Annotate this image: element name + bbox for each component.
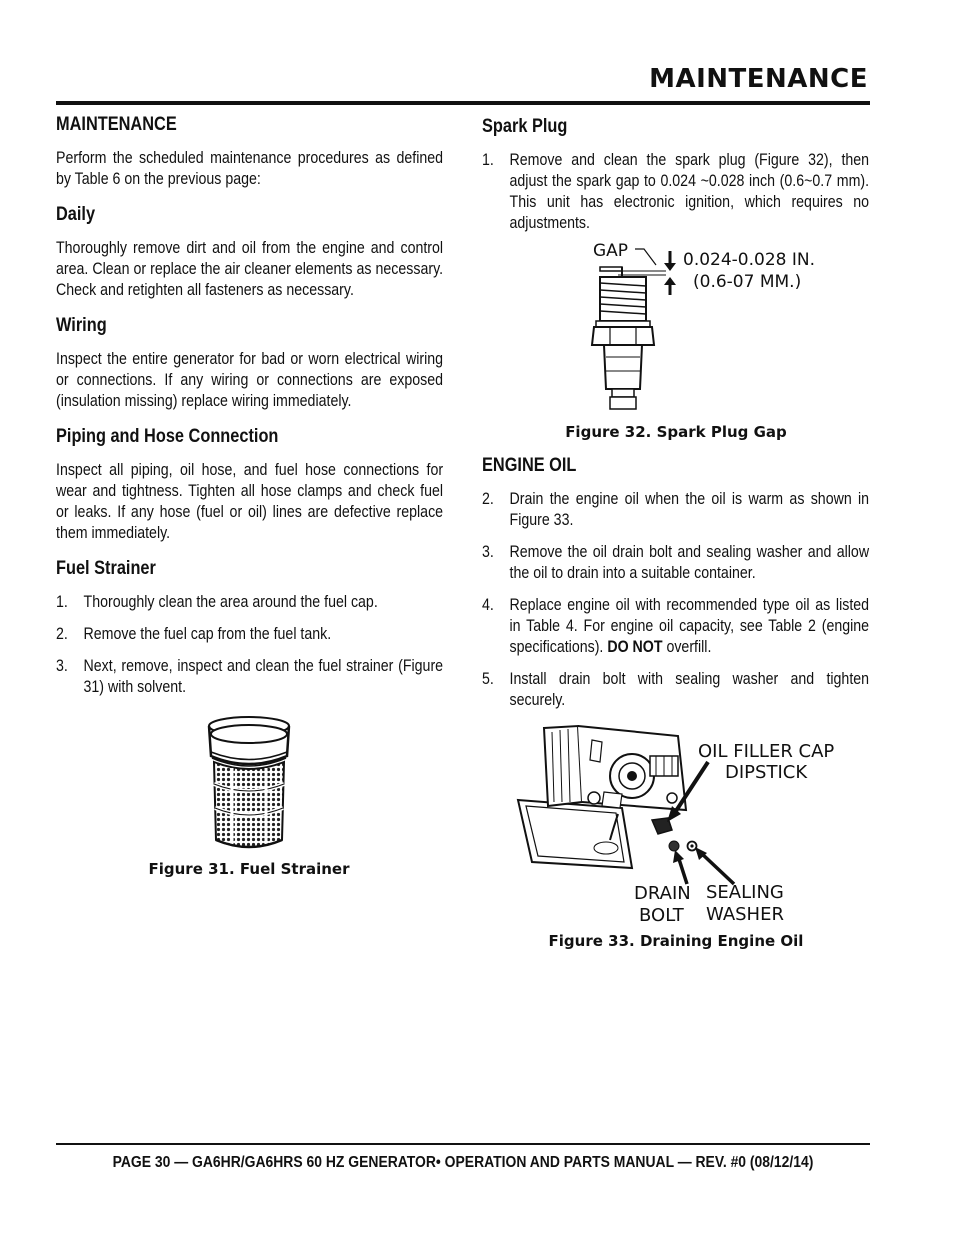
- figure-33-caption: Figure 33. Draining Engine Oil: [548, 932, 804, 950]
- piping-heading: Piping and Hose Connection: [56, 426, 279, 447]
- figure-32-caption: Figure 32. Spark Plug Gap: [565, 423, 787, 441]
- spark-plug-heading: Spark Plug: [482, 116, 568, 137]
- list-item: [482, 150, 869, 234]
- drain-bolt-label-line2: BOLT: [639, 905, 684, 926]
- step-text-end: overfill.: [662, 638, 712, 656]
- step-text: Replace engine oil with recommended type oil as listed in Table 4. For engine oil capacity, see Table 2 (engine specifications).: [509, 596, 870, 656]
- left-column-content: [56, 114, 443, 698]
- maintenance-text: Perform the scheduled maintenance procedures as defined by Table 6 on the previous page:: [56, 149, 444, 188]
- fuel-strainer-illustration: [56, 712, 444, 852]
- list-item: [56, 592, 443, 613]
- step-text: Remove the fuel cap from the fuel tank.: [83, 625, 332, 643]
- list-item: [482, 595, 869, 658]
- spark-plug-illustration: [482, 237, 870, 417]
- footer-rule: [56, 1143, 870, 1145]
- oil-filler-cap-label: OIL FILLER CAP: [698, 741, 835, 762]
- piping-text: Inspect all piping, oil hose, and fuel hose connections for wear and tightness. Tighten all hose clamps and check fuel or leaks. If any hose (fuel or oil) lines are defective replace them immediately.: [56, 461, 444, 542]
- sealing-washer-label-line2: WASHER: [706, 904, 784, 925]
- dipstick-label: DIPSTICK: [725, 762, 808, 783]
- step-text: Thoroughly clean the area around the fuel cap.: [83, 593, 378, 611]
- sealing-washer-label-line1: SEALING: [706, 882, 784, 903]
- step-text: Remove the oil drain bolt and sealing washer and allow the oil to drain into a suitable container.: [509, 543, 870, 582]
- engine-oil-steps: [482, 489, 869, 711]
- page-footer: PAGE 30 — GA6HR/GA6HRS 60 HZ GENERATOR• OPERATION AND PARTS MANUAL — REV. #0 (08/12/14): [112, 1154, 814, 1171]
- list-item: [56, 656, 443, 698]
- list-item: [482, 542, 869, 584]
- step-number: 2.: [482, 490, 494, 508]
- gap-spec-mm: (0.6-07 MM.): [693, 272, 802, 292]
- list-item: [482, 489, 869, 531]
- list-item: [56, 624, 443, 645]
- gap-label: GAP: [593, 241, 629, 261]
- engine-oil-drain-illustration: [482, 722, 870, 928]
- step-text: Drain the engine oil when the oil is warm as shown in Figure 33.: [509, 490, 870, 529]
- daily-heading: Daily: [56, 204, 96, 225]
- engine-oil-content: [482, 455, 869, 711]
- step-number: 1.: [56, 593, 68, 611]
- step-number: 3.: [482, 543, 494, 561]
- list-item: [482, 669, 869, 711]
- daily-text: Thoroughly remove dirt and oil from the engine and control area. Clean or replace the air cleaner elements as necessary. Check and retighten all fasteners as necessary.: [56, 239, 444, 299]
- spark-plug-steps: [482, 150, 869, 234]
- fuel-strainer-heading: Fuel Strainer: [56, 558, 156, 579]
- wiring-heading: Wiring: [56, 315, 107, 336]
- step-number: 2.: [56, 625, 68, 643]
- figure-32: [482, 237, 870, 441]
- step-number: 3.: [56, 657, 68, 675]
- engine-oil-heading: ENGINE OIL: [482, 455, 577, 476]
- left-column: [56, 114, 444, 709]
- header-rule: [56, 101, 870, 105]
- step-text: Remove and clean the spark plug (Figure 32), then adjust the spark gap to 0.024 ~0.028 inch (0.6~0.7 mm). This unit has electronic ignition, which requires no adjustments.: [509, 151, 870, 232]
- wiring-text: Inspect the entire generator for bad or worn electrical wiring or connections. If any wiring or connections are exposed (insulation missing) replace wiring immediately.: [56, 350, 444, 410]
- figure-33: [482, 722, 870, 950]
- page-section-title: MAINTENANCE: [649, 64, 868, 94]
- figure-31: [56, 712, 444, 878]
- fuel-strainer-steps: [56, 592, 443, 698]
- warning-emphasis: DO NOT: [607, 638, 663, 656]
- figure-31-caption: Figure 31. Fuel Strainer: [148, 860, 350, 878]
- step-number: 1.: [482, 151, 494, 169]
- step-number: 5.: [482, 670, 494, 688]
- right-column: [482, 116, 870, 245]
- right-column-content: [482, 116, 869, 234]
- gap-spec-inches: 0.024-0.028 IN.: [683, 250, 816, 270]
- maintenance-heading: MAINTENANCE: [56, 114, 177, 135]
- drain-bolt-label-line1: DRAIN: [634, 883, 691, 904]
- step-text: Install drain bolt with sealing washer and tighten securely.: [509, 670, 870, 709]
- engine-oil-section: [482, 455, 870, 722]
- step-text: Next, remove, inspect and clean the fuel strainer (Figure 31) with solvent.: [83, 657, 444, 696]
- step-number: 4.: [482, 596, 494, 614]
